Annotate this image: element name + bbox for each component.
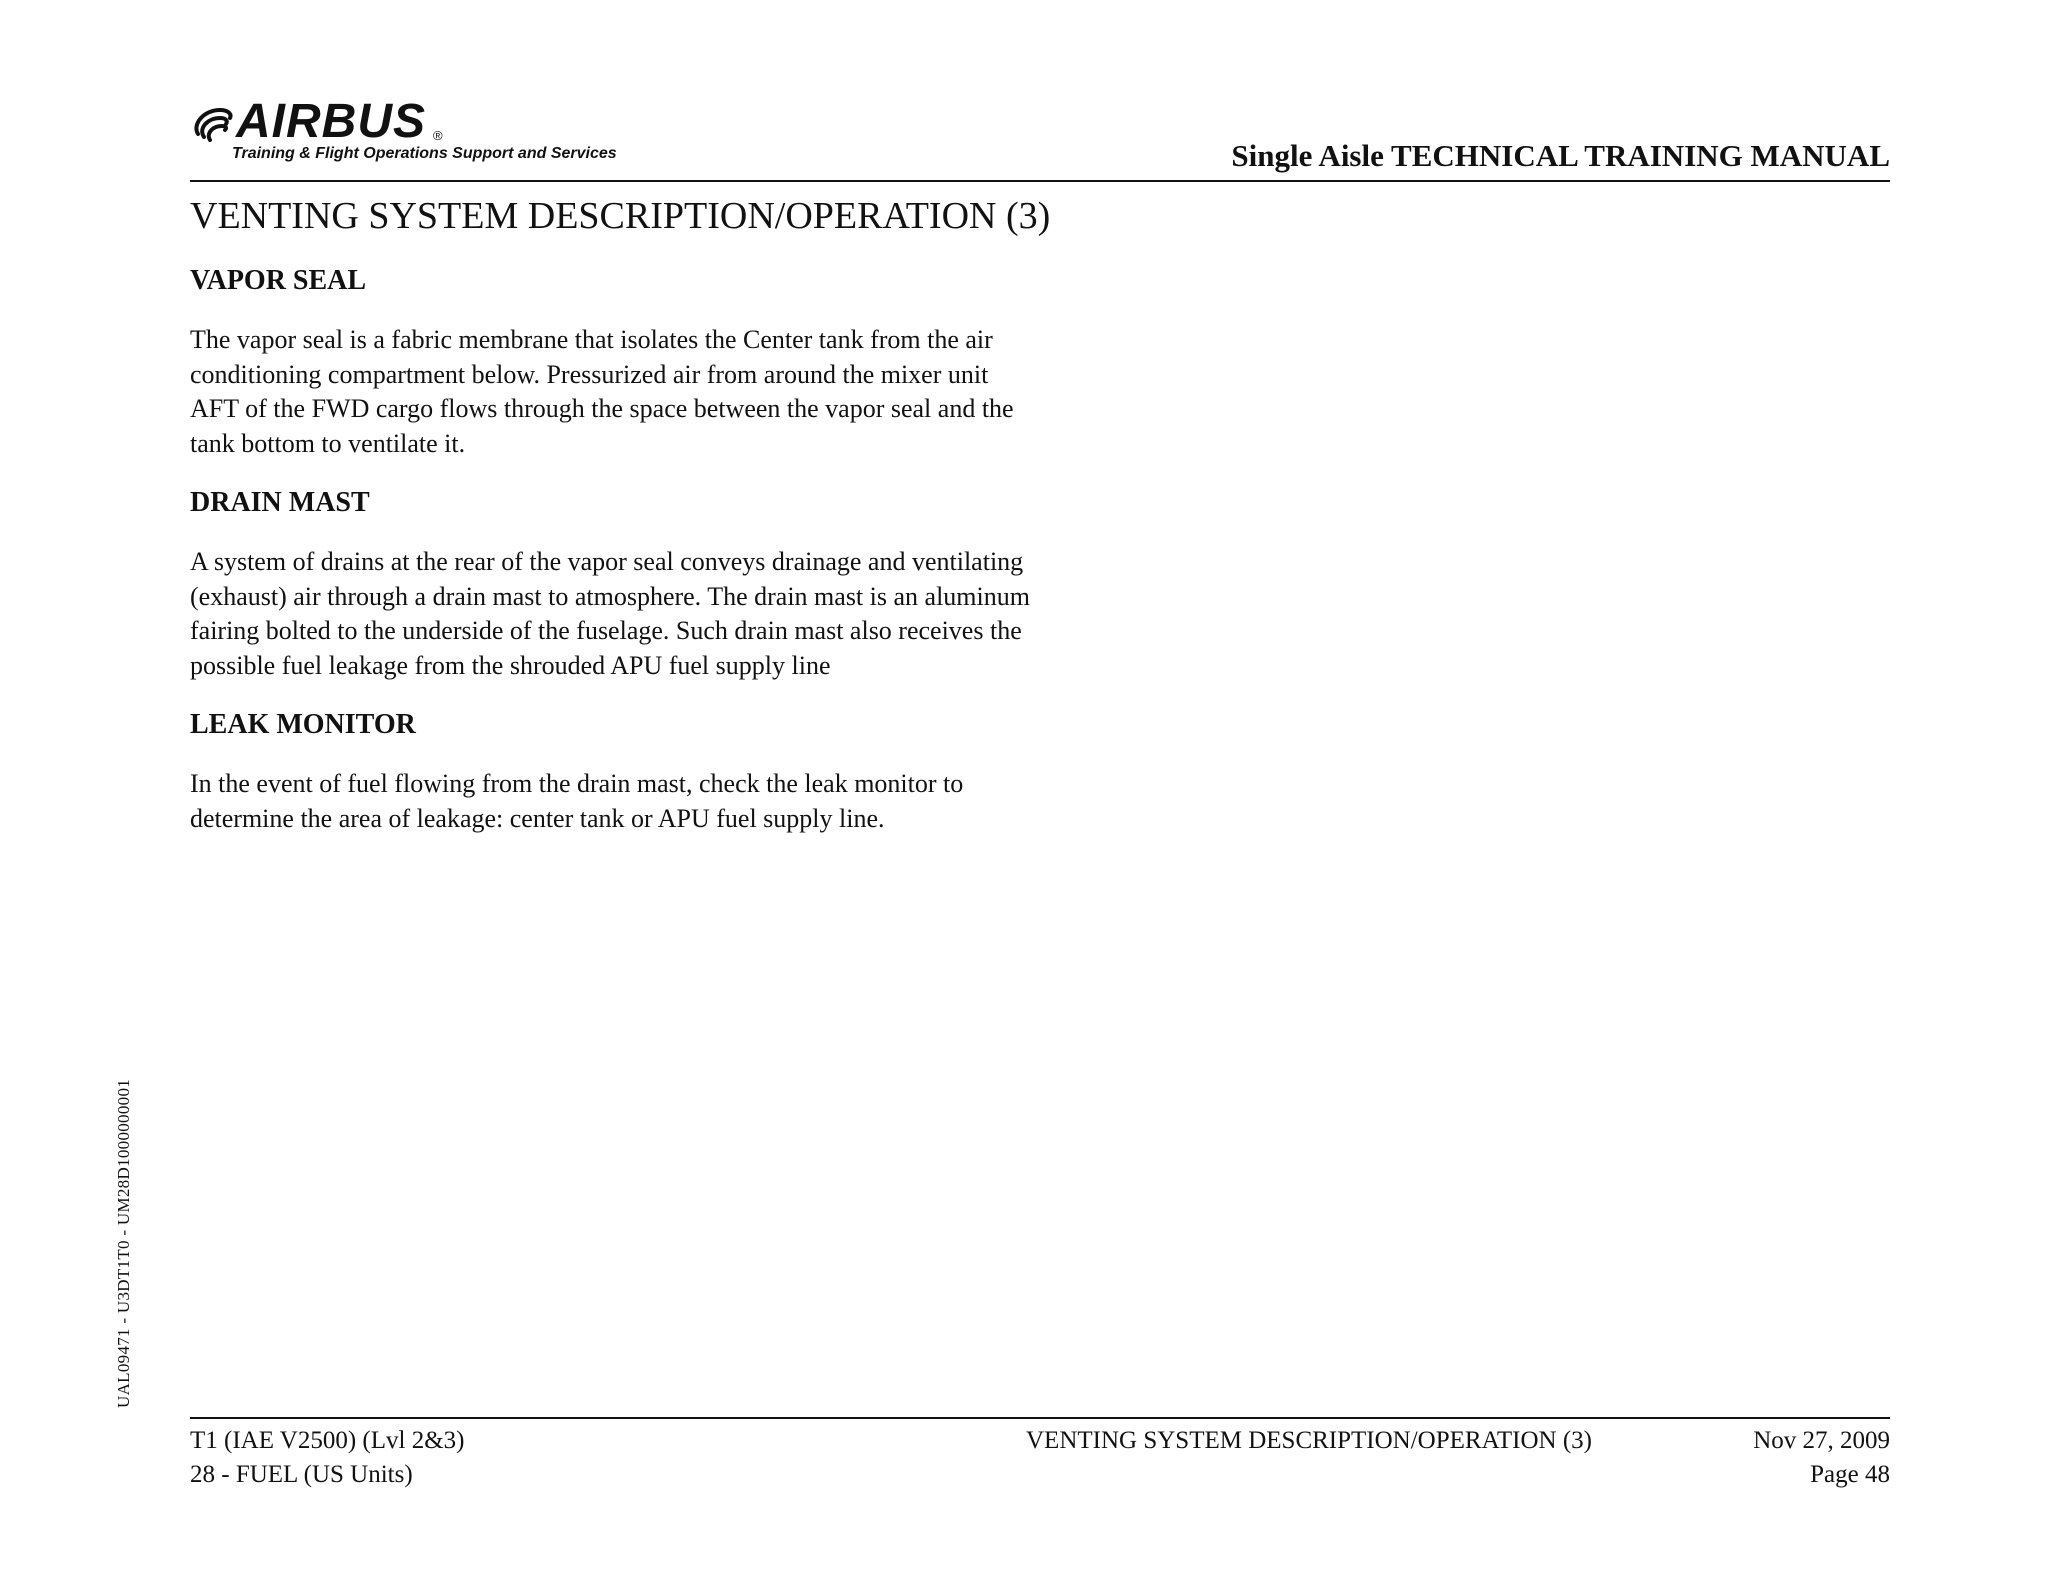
footer-date: Nov 27, 2009 bbox=[1753, 1427, 1890, 1454]
registered-mark: ® bbox=[433, 128, 443, 143]
footer-left bbox=[190, 1424, 465, 1492]
section-heading: LEAK MONITOR bbox=[190, 709, 416, 740]
section-drain-mast bbox=[190, 487, 1030, 683]
footer-right bbox=[1753, 1424, 1890, 1492]
footer-chapter: 28 - FUEL (US Units) bbox=[190, 1461, 413, 1488]
manual-title: Single Aisle TECHNICAL TRAINING MANUAL bbox=[1231, 138, 1890, 173]
airbus-logo bbox=[190, 95, 690, 170]
section-body: A system of drains at the rear of the vapor seal conveys drainage and ventilating (exhaust) air through a drain mast to atmosphere. The drain mast is an aluminum fairing bolted to the underside of the fuselage. Such drain mast also receives the possible fuel leakage from the shrouded APU fuel supply line bbox=[190, 547, 1030, 680]
header-divider bbox=[190, 180, 1890, 182]
section-heading: VAPOR SEAL bbox=[190, 265, 367, 296]
airbus-swirl-icon bbox=[190, 104, 234, 144]
section-heading: DRAIN MAST bbox=[190, 487, 370, 518]
logo-tagline: Training & Flight Operations Support and Services bbox=[232, 145, 617, 162]
main-content bbox=[190, 265, 1030, 862]
page-number: Page 48 bbox=[1810, 1461, 1890, 1488]
section-leak-monitor bbox=[190, 709, 1030, 836]
section-body: In the event of fuel flowing from the drain mast, check the leak monitor to determine the area of leakage: center tank or APU fuel supply line. bbox=[190, 769, 964, 833]
section-body: The vapor seal is a fabric membrane that isolates the Center tank from the air conditioning compartment below. Pressurized air from around the mixer unit AFT of the FWD cargo flows through the space between the vapor seal and the tank bottom to ventilate it. bbox=[190, 325, 1014, 458]
document-reference-code: UAL09471 - U3DT1T0 - UM28D1000000001 bbox=[114, 1078, 133, 1408]
footer-divider bbox=[190, 1417, 1890, 1419]
logo-wordmark: AIRBUS bbox=[236, 95, 427, 148]
footer-center bbox=[1026, 1424, 1592, 1458]
footer-section-title: VENTING SYSTEM DESCRIPTION/OPERATION (3) bbox=[1026, 1427, 1592, 1454]
page-title: VENTING SYSTEM DESCRIPTION/OPERATION (3) bbox=[190, 195, 1051, 237]
footer-course: T1 (IAE V2500) (Lvl 2&3) bbox=[190, 1427, 465, 1454]
section-vapor-seal bbox=[190, 265, 1030, 461]
